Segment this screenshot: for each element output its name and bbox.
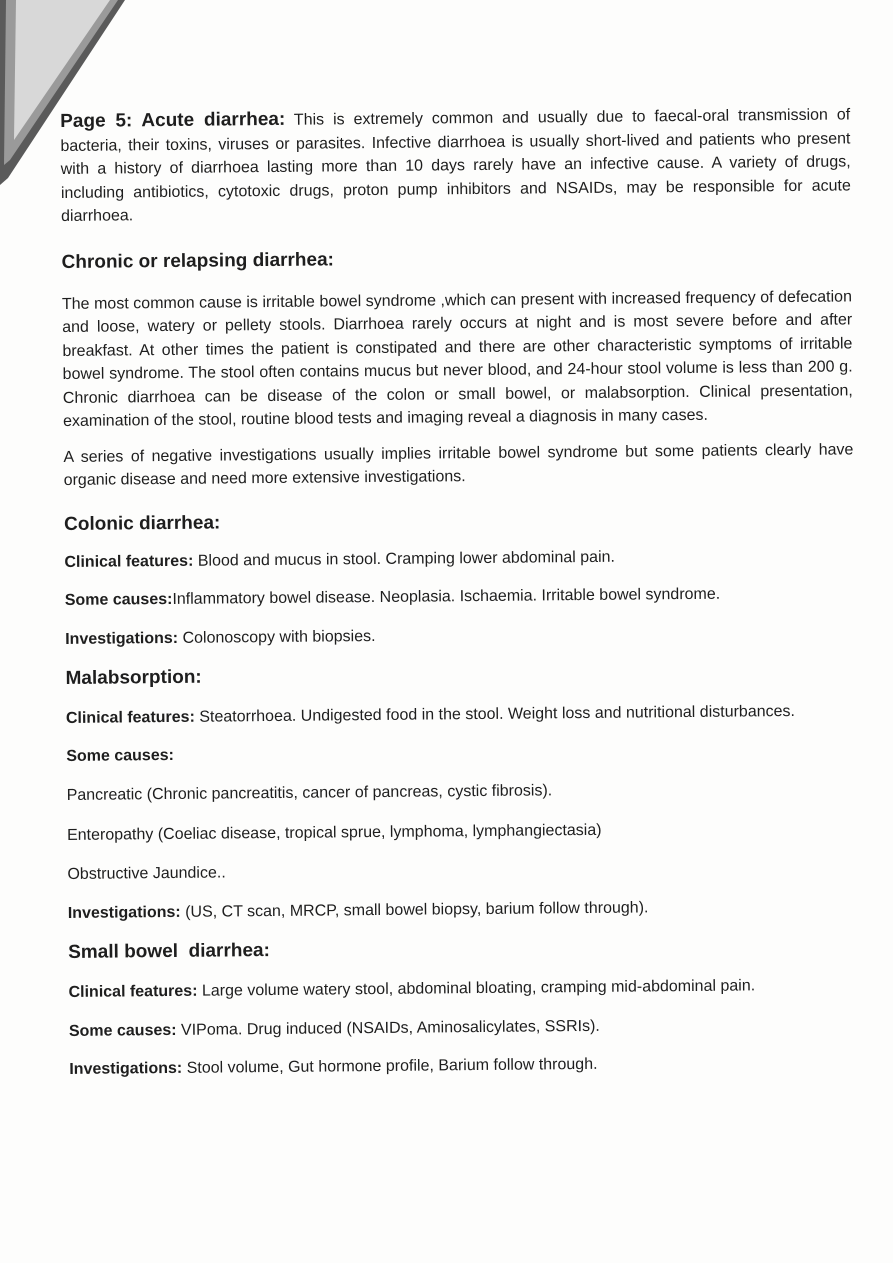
page-title: Page 5: Acute diarrhea: <box>60 108 286 132</box>
malabsorption-features-label: Clinical features: <box>65 708 195 727</box>
small-bowel-investigations-label: Investigations: <box>69 1059 183 1078</box>
colonic-investigations <box>65 620 855 651</box>
colonic-causes-label: Some causes: <box>64 590 173 609</box>
heading-small-bowel: Small bowel diarrhea: <box>68 940 270 963</box>
colonic-causes-text: Inflammatory bowel disease. Neoplasia. Ischaemia. Irritable bowel syndrome. <box>172 585 721 608</box>
colonic-causes <box>65 581 855 612</box>
small-bowel-features <box>68 973 858 1004</box>
malabsorption-features-text: Steatorrhoea. Undigested food in the stool. Weight loss and nutritional disturbances. <box>199 702 796 726</box>
malabsorption-investigations-label: Investigations: <box>67 903 181 922</box>
malabsorption-cause-item: Pancreatic (Chronic pancreatitis, cancer of pancreas, cystic fibrosis). <box>66 782 553 804</box>
malabsorption-causes-label: Some causes: <box>66 746 174 765</box>
colonic-features-text: Blood and mucus in stool. Cramping lower abdominal pain. <box>197 548 616 570</box>
document-body <box>60 92 859 1081</box>
small-bowel-causes-text: VIPoma. Drug induced (NSAIDs, Aminosalicylates, SSRIs). <box>180 1017 600 1039</box>
heading-malabsorption: Malabsorption: <box>65 666 202 689</box>
small-bowel-causes-label: Some causes: <box>68 1021 177 1040</box>
colonic-features-label: Clinical features: <box>64 552 194 571</box>
colonic-investigations-text: Colonoscopy with biopsies. <box>182 627 376 647</box>
malabsorption-features <box>66 699 856 730</box>
malabsorption-investigations <box>68 894 858 925</box>
colonic-investigations-label: Investigations: <box>65 629 179 648</box>
small-bowel-features-text: Large volume watery stool, abdominal bloating, cramping mid-abdominal pain. <box>201 977 756 1000</box>
colonic-features <box>64 543 854 574</box>
chronic-paragraph-2: A series of negative investigations usually implies irritable bowel syndrome but some patients clearly have organic disease and need more extensive investigations. <box>63 440 854 489</box>
small-bowel-investigations <box>69 1050 859 1081</box>
heading-colonic: Colonic diarrhea: <box>63 511 221 535</box>
small-bowel-investigations-text: Stool volume, Gut hormone profile, Barium follow through. <box>186 1055 598 1077</box>
intro-text: This is extremely common and usually due to faecal-oral transmission of bacteria, their toxins, viruses or parasites. Infective diarrhoea is usually short-lived and patients who present with a history of diarrhoea lasting more than 10 days rarely have an infective cause. A variety of drugs, including antibiotics, cytotoxic drugs, proton pump inhibitors and NSAIDs, may be responsible for acute diarrhoea. <box>60 106 851 225</box>
malabsorption-cause-item: Enteropathy (Coeliac disease, tropical sprue, lymphoma, lymphangiectasia) <box>66 821 602 844</box>
chronic-paragraph-1: The most common cause is irritable bowel syndrome ,which can present with increased frequency of defecation and loose, watery or pellety stools. Diarrhoea rarely occurs at night and is most severe before and after breakfast. At other times the patient is constipated and there are other characteristic symptoms of irritable bowel syndrome. The stool often contains mucus but never blood, and 24-hour stool volume is less than 200 g. Chronic diarrhoea can be disease of the colon or small bowel, or malabsorption. Clinical presentation, examination of the stool, routine blood tests and imaging reveal a diagnosis in many cases. <box>61 287 853 430</box>
malabsorption-cause-item: Obstructive Jaundice.. <box>67 864 226 883</box>
small-bowel-features-label: Clinical features: <box>68 982 198 1001</box>
malabsorption-investigations-text: (US, CT scan, MRCP, small bowel biopsy, barium follow through). <box>185 898 649 921</box>
small-bowel-causes <box>69 1012 859 1043</box>
heading-chronic: Chronic or relapsing diarrhea: <box>61 248 335 273</box>
intro-paragraph <box>60 102 851 228</box>
